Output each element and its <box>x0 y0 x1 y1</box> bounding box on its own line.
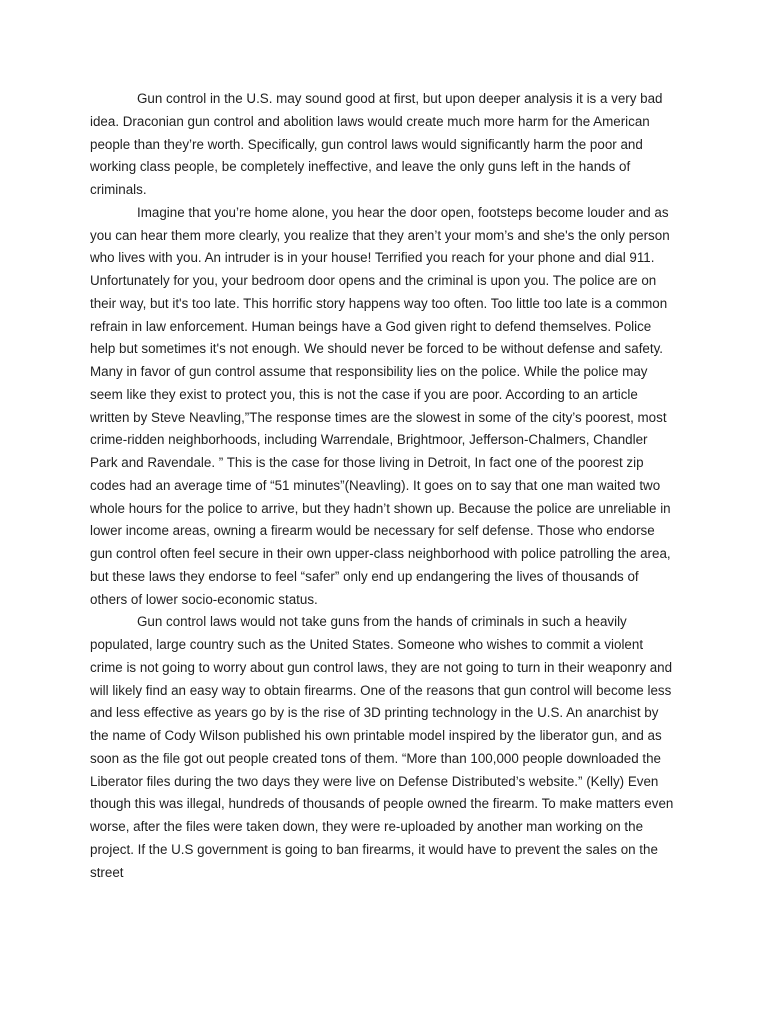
paragraph-intro: Gun control in the U.S. may sound good at first, but upon deeper analysis it is a very bad idea. Draconian gun control and abolition laws would create much more harm for the American people than they’re worth. Specifically, gun control laws would significantly harm the poor and working class people, be completely ineffective, and leave the only guns left in the hands of criminals. <box>90 91 663 197</box>
paragraph-criminals: Gun control laws would not take guns from the hands of criminals in such a heavily populated, large country such as the United States. Someone who wishes to commit a violent crime is not going to worry about gun control laws, they are not going to turn in their weaponry and will likely find an easy way to obtain firearms. One of the reasons that gun control will become less and less effective as years go by is the rise of 3D printing technology in the U.S. An anarchist by the name of Cody Wilson published his own printable model inspired by the liberator gun, and as soon as the file got out people created tons of them. “More than 100,000 people downloaded the Liberator files during the two days they were live on Defense Distributed’s website.” (Kelly) Even though this was illegal, hundreds of thousands of people owned the firearm. To make matters even worse, after the files were taken down, they were re-uploaded by another man working on the project. If the U.S government is going to ban firearms, it would have to prevent the sales on the street <box>90 614 674 880</box>
paragraph-home-intruder: Imagine that you’re home alone, you hear the door open, footsteps become louder and as you can hear them more clearly, you realize that they aren’t your mom’s and she's the only person who lives with you. An intruder is in your house! Terrified you reach for your phone and dial 911. Unfortunately for you, your bedroom door opens and the criminal is upon you. The police are on their way, but it's too late. This horrific story happens way too often. Too little too late is a common refrain in law enforcement. Human beings have a God given right to defend themselves. Police help but sometimes it's not enough. We should never be forced to be without defense and safety. Many in favor of gun control assume that responsibility lies on the police. While the police may seem like they exist to protect you, this is not the case if you are poor. According to an article written by Steve Neavling,”The response times are the slowest in some of the city’s poorest, most crime-ridden neighborhoods, including Warrendale, Brightmoor, Jefferson-Chalmers, Chandler Park and Ravendale. ” This is the case for those living in Detroit, In fact one of the poorest zip codes had an average time of “51 minutes”(Neavling). It goes on to say that one man waited two whole hours for the police to arrive, but they hadn’t shown up. Because the police are unreliable in lower income areas, owning a firearm would be necessary for self defense. Those who endorse gun control often feel secure in their own upper-class neighborhood with police patrolling the area, but these laws they endorse to feel “safer” only end up endangering the lives of thousands of others of lower socio-economic status. <box>90 204 671 607</box>
document-page <box>90 88 678 884</box>
